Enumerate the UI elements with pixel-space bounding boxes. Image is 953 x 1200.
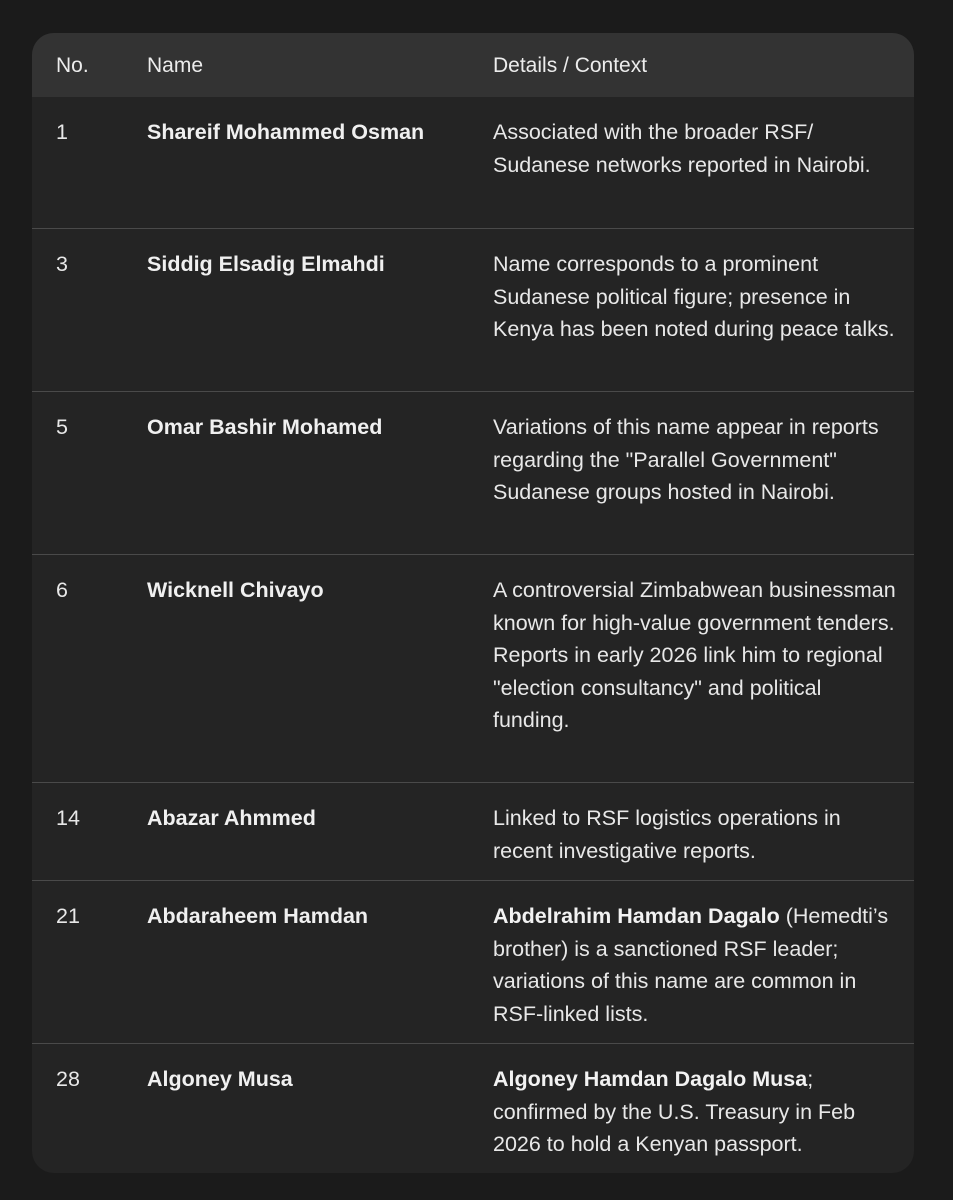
table-header-row bbox=[32, 33, 914, 97]
row-details-text: Linked to RSF logistics operations in recent investigative reports. bbox=[493, 806, 841, 863]
row-details bbox=[493, 574, 898, 737]
row-number: 14 bbox=[56, 806, 80, 830]
row-name: Abazar Ahmmed bbox=[147, 806, 316, 830]
row-number: 6 bbox=[56, 578, 68, 602]
row-details-bold: Abdelrahim Hamdan Dagalo bbox=[493, 904, 780, 928]
row-name: Abdaraheem Hamdan bbox=[147, 904, 369, 928]
table-row bbox=[32, 880, 914, 1043]
table-row bbox=[32, 228, 914, 391]
header-name: Name bbox=[147, 54, 204, 77]
table-row bbox=[32, 97, 914, 228]
row-details bbox=[493, 248, 898, 346]
row-details bbox=[493, 802, 898, 867]
table-row bbox=[32, 391, 914, 554]
table-row bbox=[32, 554, 914, 782]
row-details-text: Name corresponds to a prominent Sudanese political figure; presence in Kenya has been noted during peace talks. bbox=[493, 252, 895, 342]
row-details-text: Associated with the broader RSF/ Sudanese networks reported in Nairobi. bbox=[493, 120, 871, 177]
row-details-text: Variations of this name appear in reports regarding the "Parallel Government" Sudanese groups hosted in Nairobi. bbox=[493, 415, 879, 505]
data-table bbox=[32, 33, 914, 1173]
row-details bbox=[493, 1063, 898, 1161]
row-number: 21 bbox=[56, 904, 80, 928]
row-name: Omar Bashir Mohamed bbox=[147, 415, 383, 439]
row-details bbox=[493, 900, 898, 1030]
row-number: 28 bbox=[56, 1067, 80, 1091]
table-row bbox=[32, 1043, 914, 1173]
row-number: 3 bbox=[56, 252, 68, 276]
row-details-text: (Hemedti’s brother) is a sanctioned RSF leader; variations of this name are common in RSF-linked lists. bbox=[493, 904, 889, 1026]
row-number: 1 bbox=[56, 120, 68, 144]
row-details bbox=[493, 411, 898, 509]
row-details-text: A controversial Zimbabwean businessman known for high-value government tenders. Reports in early 2026 link him to regional "election consultancy" and political funding. bbox=[493, 578, 896, 733]
row-name: Algoney Musa bbox=[147, 1067, 293, 1091]
table-row bbox=[32, 782, 914, 880]
row-details bbox=[493, 116, 898, 181]
row-name: Wicknell Chivayo bbox=[147, 578, 324, 602]
row-name: Siddig Elsadig Elmahdi bbox=[147, 252, 385, 276]
row-number: 5 bbox=[56, 415, 68, 439]
row-details-text: ; confirmed by the U.S. Treasury in Feb 2026 to hold a Kenyan passport. bbox=[493, 1067, 856, 1157]
row-details-bold: Algoney Hamdan Dagalo Musa bbox=[493, 1067, 808, 1091]
row-name: Shareif Mohammed Osman bbox=[147, 120, 425, 144]
header-details: Details / Context bbox=[493, 54, 648, 77]
header-no: No. bbox=[56, 54, 89, 77]
